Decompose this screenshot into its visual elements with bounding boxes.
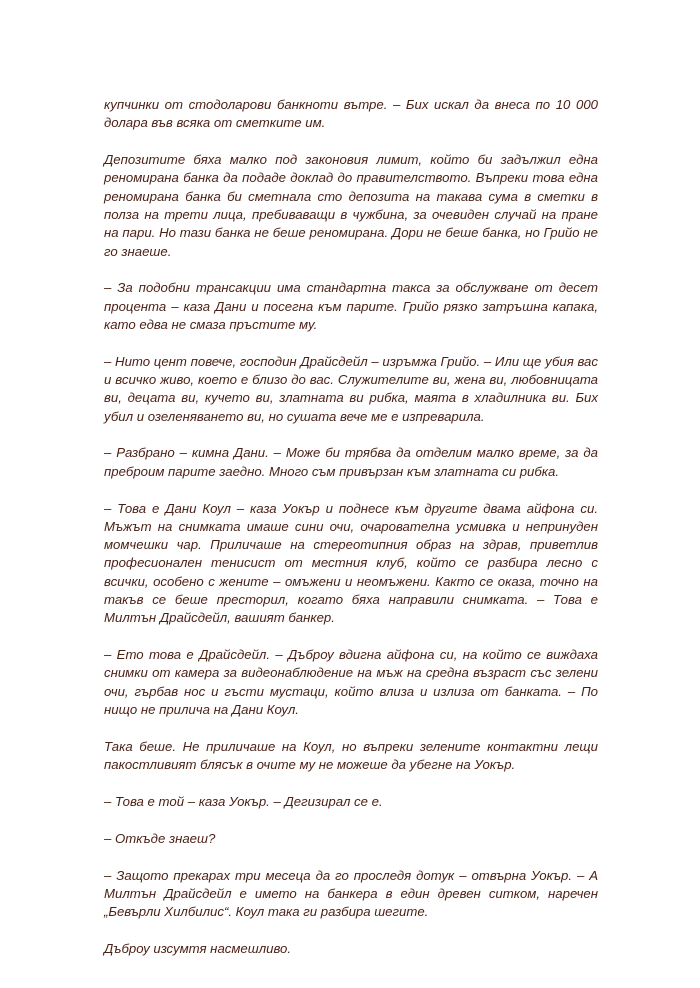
paragraph-3: – За подобни трансакции има стандартна такса за обслужване от десет процента – каза Дани и посегна към парите. Грийо рязко затръшна капака, като едва не смаза пръстите му. — [104, 280, 598, 332]
paragraph-11: – Защото прекарах три месеца да го проследя дотук – отвърна Уокър. – А Милтън Драйсдейл е името на банкера в един древен ситком, наречен „Бевърли Хилбилис“. Коул така ги разбира шегите. — [104, 867, 598, 920]
paragraph-8: Така беше. Не приличаше на Коул, но въпреки зелените контактни лещи пакостливият блясък в очите му не можеше да убегне на Уокър. — [104, 738, 598, 773]
paragraph-2: Депозитите бяха малко под законовия лимит, който би задължил една реномирана банка да подаде доклад до правителството. Въпреки това една реномирана банка би сметнала сто депозита на такава сума в сметки в полза на трети лица, пребиваващи в чужбина, за очевиден случай на пране на пари. Но тази банка не беше реномирана. Дори не беше банка, но Грийо не го знаеше. — [104, 152, 598, 259]
paragraph-1: купчинки от стодоларови банкноти вътре. – Бих искал да внеса по 10 000 долара във всяка от сметките им. — [104, 97, 598, 131]
paragraph-5: – Разбрано – кимна Дани. – Може би трябва да отделим малко време, за да преброим парите заедно. Много съм привързан към златната си рибка. — [104, 445, 598, 479]
paragraph-9: – Това е той – каза Уокър. – Дегизирал се е. — [104, 793, 383, 809]
paragraph-12: Дъброу изсумтя насмешливо. — [104, 940, 292, 956]
body-text — [104, 96, 598, 977]
paragraph-7: – Ето това е Драйсдейл. – Дъброу вдигна айфона си, на който се виждаха снимки от камера за видеонаблюдение на мъж на средна възраст със зелени очи, гърбав нос и гъсти мустаци, който влиза и излиза от банката. – По нищо не прилича на Дани Коул. — [104, 647, 598, 718]
paragraph-6: – Това е Дани Коул – каза Уокър и поднесе към другите двама айфона си. Мъжът на снимката имаше сини очи, очарователна усмивка и непринуден момчешки чар. Приличаше на стереотипния образ на здрав, приветлив професионален тенисист от местния клуб, който се разбира лесно с всички, особено с жените – омъжени и неомъжени. Както се оказа, точно на такъв се беше престорил, когато бяха направили снимката. – Това е Милтън Драйсдейл, вашият банкер. — [104, 500, 598, 626]
paragraph-10: – Откъде знаеш? — [104, 830, 216, 846]
paragraph-4: – Нито цент повече, господин Драйсдейл – изръмжа Грийо. – Или ще убия вас и всичко живо, което е близо до вас. Служителите ви, жена ви, любовницата ви, децата ви, кучето ви, златната ви рибка, маята в хладилника ви. Бих убил и озеленяването ви, но сушата вече ме е изпреварила. — [104, 353, 598, 424]
